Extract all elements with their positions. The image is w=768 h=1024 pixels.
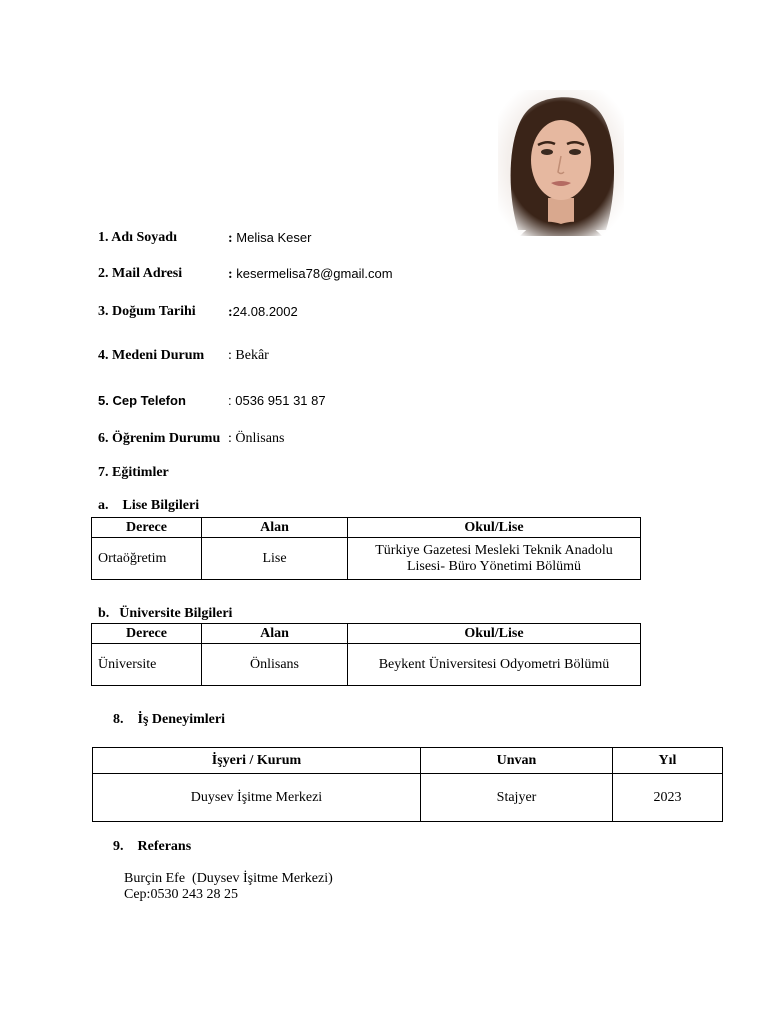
email-label: 2. Mail Adresi [98,266,183,281]
table-cell: 2023 [613,774,723,822]
table-cell-school: Türkiye Gazetesi Mesleki Teknik Anadolu Lisesi- Büro Yönetimi Bölümü [348,538,641,580]
education-heading: 7. Eğitimler [98,465,169,480]
info-row-name [98,230,518,250]
table-header: Alan [202,624,348,644]
table-header-row [92,518,641,538]
table-header: Okul/Lise [348,518,641,538]
table-header: Derece [92,624,202,644]
info-row-phone [98,393,518,413]
phone-label: 5. Cep Telefon [98,393,186,408]
table-header: Okul/Lise [348,624,641,644]
university-table [91,623,641,686]
info-row-email [98,266,518,286]
table-header-row [92,624,641,644]
birthdate-value: :24.08.2002 [228,304,298,320]
table-header: Alan [202,518,348,538]
reference-heading: 9. Referans [113,839,192,854]
table-header: İşyeri / Kurum [93,748,421,774]
experience-table [92,747,723,822]
profile-photo [498,90,624,236]
highschool-table [91,517,641,580]
table-row [92,538,641,580]
table-cell: Beykent Üniversitesi Odyometri Bölümü [348,644,641,686]
marital-status-label: 4. Medeni Durum [98,348,205,363]
table-cell: Üniversite [92,644,202,686]
education-status-label: 6. Öğrenim Durumu [98,431,221,446]
info-row-birthdate [98,304,518,324]
email-value: : kesermelisa78@gmail.com [228,266,393,282]
phone-value: : 0536 951 31 87 [228,393,326,408]
university-heading: b. Üniversite Bilgileri [98,606,233,621]
education-status-value: : Önlisans [228,431,285,446]
table-cell: Stajyer [421,774,613,822]
table-cell: Duysev İşitme Merkezi [93,774,421,822]
table-header: Yıl [613,748,723,774]
name-value: : Melisa Keser [228,230,312,246]
table-header: Unvan [421,748,613,774]
info-row-marital-status [98,348,518,368]
table-row [92,644,641,686]
table-row [93,774,723,822]
highschool-heading: a. Lise Bilgileri [98,498,200,513]
table-cell: Lise [202,538,348,580]
birthdate-label: 3. Doğum Tarihi [98,304,196,319]
table-cell: Önlisans [202,644,348,686]
reference-name: Burçin Efe (Duysev İşitme Merkezi) [124,871,333,886]
marital-status-value: : Bekâr [228,348,269,363]
table-header: Derece [92,518,202,538]
name-label: 1. Adı Soyadı [98,230,177,245]
reference-phone: Cep:0530 243 28 25 [124,887,238,902]
table-cell: Ortaöğretim [92,538,202,580]
experience-heading: 8. İş Deneyimleri [113,712,225,727]
table-header-row [93,748,723,774]
info-row-education-status [98,431,518,451]
